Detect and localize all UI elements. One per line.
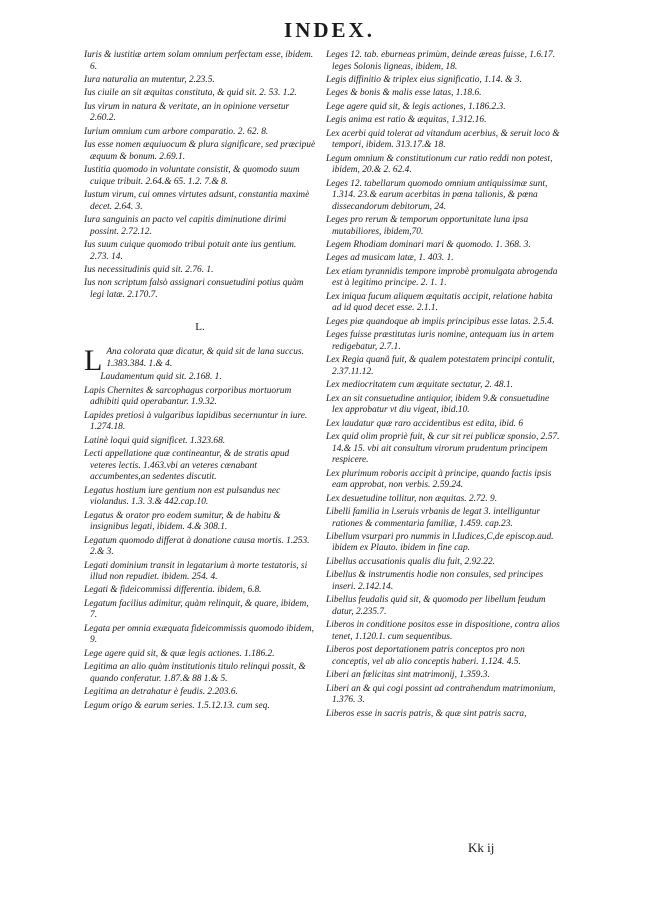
right-column — [326, 50, 562, 722]
index-entry: Lex desuetudine tollitur, non æquitas. 2.72. 9. — [326, 493, 498, 504]
left-column — [84, 50, 316, 714]
dropcap-letter: L — [84, 344, 103, 378]
index-entry: Legis anima est ratio & æquitas, 1.312.16. — [326, 115, 487, 126]
signature-mark: Kk ij — [468, 840, 495, 855]
index-entry: Latinè loqui quid significet. 1.323.68. — [84, 435, 226, 446]
index-entry: Liberi an & qui cogi possint ad contrahendum matrimonium, 1.376. 3. — [326, 683, 556, 706]
index-entry: Ius esse nomen æquiuocum & plura significare, sed præcipuè æquum & bonum. 2.69.1. — [84, 140, 316, 162]
index-entry: Iura sanguinis an pacto vel capitis diminutione dirimi possint. 2.72.12. — [84, 215, 287, 237]
index-entry: Legum omnium & constitutionum cur ratio reddi non potest, ibidem, 20.& 2. 62.4. — [326, 153, 553, 176]
right-entries — [326, 50, 562, 720]
index-entry: Libellus feudalis quid sit, & quomodo per libellum feudum datur, 2.235.7. — [326, 595, 546, 617]
index-entry: Liberos post deportationem patris conceptos pro non conceptis, vel ab alio conceptis haberi. 1.124. 4.5. — [326, 645, 525, 667]
index-entry: Lex an sit consuetudine antiquior, ibidem 9.& consuetudine lex approbatur vt diu vigeat, ibid.10. — [326, 393, 550, 416]
index-entry: Iustitia quomodo in voluntate consistit, & quomodo suum cuique tribuit. 2.64.& 65. 1.2. 7.& 8. — [84, 165, 300, 187]
index-entry: Lege agere quid sit, & legis actiones, 1.186.2.3. — [326, 101, 506, 112]
index-entry: Ius non scriptum falsò assignari consuetudini potius quàm legi latæ. 2.170.7. — [84, 278, 304, 301]
index-entry: Liberos esse in sacris patris, & quæ sint patris sacra, — [326, 708, 527, 719]
index-entry: Ius virum in natura & veritate, an in opinione versetur 2.60.2. — [84, 101, 290, 124]
index-entry: Legata per omnia exæquata fideicommissis quomodo ibidem, 9. — [84, 623, 314, 646]
index-entry: Legem Rhodiam dominari mari & quomodo. 1. 368. 3. — [326, 240, 531, 251]
index-entry: Legatum facilius adimitur, quàm relinquit, & quare, ibidem, 7. — [84, 598, 309, 621]
index-entry: Lex etiam tyrannidis tempore improbè promulgata abrogenda est à legitimo principe. 2. 1. 1. — [326, 266, 558, 289]
section-letter: L. — [195, 320, 205, 333]
index-entry: Lex acerbi quid tolerat ad vitandum acerbius, & seruit loco & tempori, ibidem. 313.17.& 18. — [326, 128, 560, 151]
index-entry: Legis diffinitio & triplex eius significatio, 1.14. & 3. — [326, 74, 522, 85]
index-entry: Iura naturalia an mutentur, 2.23.5. — [84, 74, 215, 85]
index-entry: Liberos in conditione positos esse in dispositione, contra alios tenet, 1.120.1. cum sequentibus. — [326, 620, 560, 642]
index-entry: Leges 12. tab. eburneas primùm, deinde æreas fuisse, 1.6.17. leges Solonis ligneas, ibidem, 18. — [326, 50, 556, 72]
index-entry: Legatus hostium iure gentium non est pulsandus nec violandus. 1.3. 3.& 442.cap.10. — [84, 485, 281, 508]
left-entries-top — [84, 50, 316, 302]
index-entry: Lex quid olim propriè fuit, & cur sit rei publicæ sponsio, 2.57. 14.& 15. vbi ait consultum virorum prudentum principem respicere. — [326, 431, 560, 466]
page-title: INDEX. — [284, 18, 375, 42]
index-entry: Liberi an fœlicitas sint matrimonij, 1.359.3. — [326, 670, 490, 681]
left-entries-after — [84, 372, 316, 712]
index-entry: Legatus & orator pro eodem sumitur, & de habitu & insignibus legati, ibidem. 4.& 308.1. — [84, 510, 281, 533]
index-entry: Legum origo & earum series. 1.5.12.13. cum seq. — [84, 700, 270, 711]
index-entry: Lex iniqua fucum aliquem æquitatis accipit, relatione habita ad id quod decet esse. 2.1.1. — [326, 291, 553, 314]
index-entry: Ius necessitudinis quid sit. 2.76. 1. — [84, 265, 214, 276]
index-entry: Libelli familia in l.seruis vrbanis de legat 3. intelliguntur rationes & commentaria familiæ, 1.459. cap.23. — [326, 506, 541, 529]
index-entry: Leges fuisse præstitutas iuris nomine, antequam ius in artem redigebatur, 2.7.1. — [326, 330, 554, 352]
index-entry: Libellus accusationis qualis diu fuit, 2.92.22. — [326, 556, 496, 567]
index-entry: Lex Regia quanâ fuit, & qualem potestatem principi contulit, 2.37.11.12. — [326, 355, 555, 377]
index-entry: Legati & fideicommissi differentia. ibidem, 6.8. — [84, 585, 262, 596]
index-entry: Ius suum cuique quomodo tribui potuit ante ius gentium. 2.73. 14. — [84, 240, 297, 262]
index-entry: Iurium omnium cum arbore comparatio. 2. 62. 8. — [84, 126, 269, 137]
index-entry: Legatum quomodo differat à donatione causa mortis. 1.253. 2.& 3. — [84, 535, 310, 558]
index-entry: Leges & bonis & malis esse latas, 1.18.6. — [326, 88, 482, 99]
index-entry: Legitima an detrahatur è feudis. 2.203.6. — [84, 687, 238, 698]
index-entry: Leges pro rerum & temporum opportunitate luna ipsa mutabiliores, ibidem,70. — [326, 215, 529, 237]
index-entry: Ius ciuile an sit æquitas constituta, & quid sit. 2. 53. 1.2. — [84, 88, 297, 99]
index-entry: Libellum vsurpari pro nummis in l.Iudices,C,de episcop.aud. ibidem ex Plauto. ibidem in fine cap. — [326, 531, 554, 554]
index-entry: Lege agere quid sit, & quæ legis actiones. 1.186.2. — [84, 648, 275, 659]
index-entry: Leges 12. tabellarum quomodo omnium antiquissimæ sunt, 1.314. 23.& earum acerbitas in pœna talionis, & pœna dissecandorum debitorum, 24. — [326, 178, 548, 212]
index-entry: Lapides pretiosi à vulgaribus lapidibus secernuntur in iure. 1.274.18. — [84, 410, 308, 433]
index-entry: Legitima an alio quàm institutionis titulo relinqui possit, & quando conferatur. 1.87.& 88 1.& 5. — [84, 662, 306, 684]
index-entry: Libellus & instrumentis hodie non consules, sed principes inseri. 2.142.14. — [326, 570, 544, 592]
index-entry: Lex mediocritatem cum æquitate sectatur, 2. 48.1. — [326, 380, 513, 391]
index-entry: Iustum virum, cui omnes virtutes adsunt, constantia maximè decet. 2.64. 3. — [84, 190, 310, 212]
first-l-entry-text: Ana colorata quæ dicatur, & quid sit de lana succus. 1.383.384. 1.& 4. — [106, 347, 304, 369]
index-entry: Laudamentum quid sit. 2.168. 1. — [100, 372, 222, 383]
index-entry: Iuris & iustitiæ artem solam omnium perfectam esse, ibidem. 6. — [84, 50, 314, 72]
index-entry: Leges ad musicam latæ, 1. 403. 1. — [326, 253, 454, 264]
index-entry: Legati dominium transit in legatarium à morte testatoris, si illud non repudiet. ibidem. 254. 4. — [84, 560, 308, 583]
index-entry: Lecti appellatione quæ contineantur, & de stratis apud veteres lectis. 1.463.vbi an veteres cœnabant accumbentes,an sedentes discutit. — [84, 448, 290, 483]
index-entry: Lex plurimum roboris accipit à principe, quando factis ipsis eam approbat, non verbis. 2.59.24. — [326, 468, 552, 491]
index-entry: Leges piæ quandoque ab impiis principibus esse latas. 2.5.4. — [326, 316, 555, 327]
index-entry: Lex laudatur quæ raro accidentibus est edita, ibid. 6 — [326, 418, 524, 429]
index-entry: Lapis Chernites & sarcophagus corporibus mortuorum adhibiti quid operabantur. 1.9.32. — [84, 385, 292, 408]
